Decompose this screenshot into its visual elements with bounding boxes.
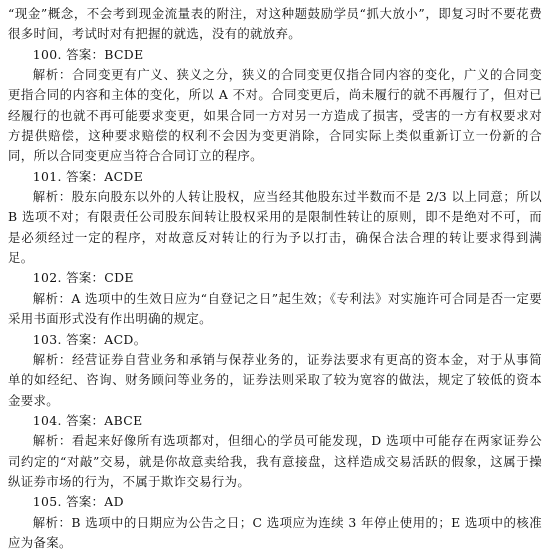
explanation-100: 解析：合同变更有广义、狭义之分，狭义的合同变更仅指合同内容的变化，广义的合同变更指合同的内容和主体的变化，所以 A 不对。合同变更后，尚未履行的就不再履行了，但对已经履行的也就不再可能要求变更，如果合同一方对另一方造成了损害，受害的一方有权要求对方提供赔偿，这种要求赔偿的权利不会因为变更消除，合同实际上类似重新订立一份新的合同，所以合同变更应当符合合同订立的程序。 bbox=[8, 67, 542, 164]
explanation-103: 解析：经营证券自营业务和承销与保荐业务的，证券法要求有更高的资本金，对于从事简单的如经纪、咨询、财务顾问等业务的，证券法则采取了较为宽容的做法，规定了较低的资本金要求。 bbox=[8, 351, 542, 408]
answer-101: 101. 答案：ACDE bbox=[32, 168, 144, 184]
answer-103: 103. 答案：ACD。 bbox=[32, 331, 147, 347]
explanation-101: 解析：股东向股东以外的人转让股权，应当经其他股东过半数而不是 2/3 以上同意；所以 B 选项不对；有限责任公司股东间转让股权采用的是限制性转让的原则，即不是绝对不可，而是必须经过一定的程序，对故意反对转让的行为予以打击，确保合法合理的转让要求得到满足。 bbox=[8, 189, 542, 266]
intro-paragraph: “现金”概念，不会考到现金流量表的附注，对这种题鼓励学员“抓大放小”，即复习时不要花费很多时间，考试时对有把握的就选，没有的就放弃。 bbox=[8, 6, 542, 42]
answer-102: 102. 答案：CDE bbox=[32, 270, 134, 286]
explanation-105: 解析：B 选项中的日期应为公告之日；C 选项应为连续 3 年停止使用的；E 选项中的核准应为备案。 bbox=[8, 514, 542, 550]
explanation-102: 解析：A 选项中的生效日应为“自登记之日”起生效；《专利法》对实施许可合同是否一定要采用书面形式没有作出明确的规定。 bbox=[8, 290, 542, 327]
explanation-104: 解析：看起来好像所有选项都对，但细心的学员可能发现，D 选项中可能存在两家证券公司约定的“对敲”交易，就是你故意卖给我，我有意接盘，这样造成交易活跃的假象，这属于操纵证券市场的行为，不属于欺诈交易行为。 bbox=[8, 433, 542, 489]
answer-100: 100. 答案：BCDE bbox=[32, 46, 144, 62]
answer-104: 104. 答案：ABCE bbox=[32, 412, 143, 428]
answer-105: 105. 答案：AD bbox=[32, 494, 124, 510]
